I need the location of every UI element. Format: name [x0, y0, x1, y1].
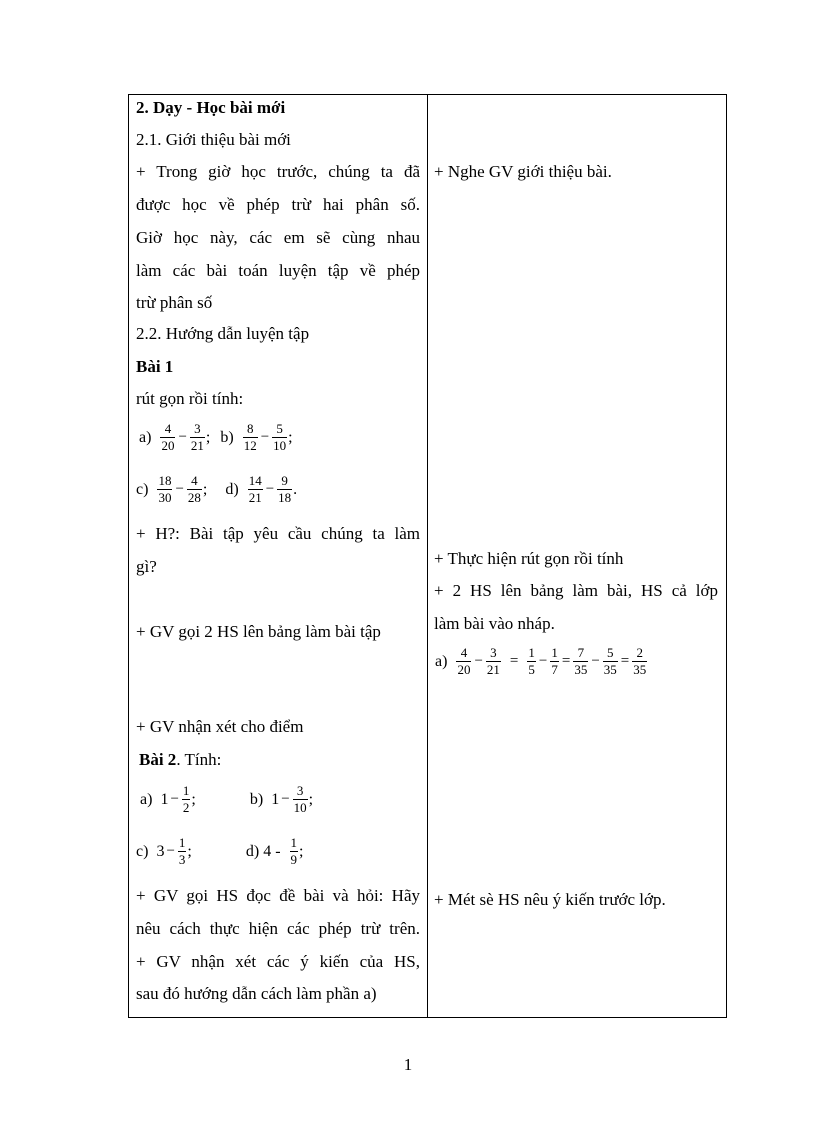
- intro-line: làm các bài toán luyện tập về phép: [136, 261, 420, 280]
- exercise-2-row-ab: a) 1 − $\frac{1}{2}$ ; b) 1 − $\frac{3}{10}$ ;: [140, 783, 314, 815]
- exercise-1-prompt: rút gọn rồi tính:: [136, 389, 244, 408]
- column-divider: [427, 95, 428, 1017]
- right-reduce-line: + Thực hiện rút gọn rồi tính: [434, 549, 624, 568]
- right-listen-line: + Nghe GV giới thiệu bài.: [434, 162, 612, 181]
- gv-read-line: + GV nhận xét các ý kiến của HS,: [136, 952, 420, 971]
- intro-line: được học về phép trừ hai phân số.: [136, 195, 420, 214]
- right-some-hs-line: + Mét sè HS nêu ý kiến trước lớp.: [434, 890, 666, 909]
- exercise-2-title: Bài 2. Tính:: [139, 750, 222, 769]
- intro-line: + Trong giờ học trước, chúng ta đã: [136, 162, 420, 181]
- gv-call-line: + GV gọi 2 HS lên bảng làm bài tập: [136, 622, 381, 641]
- gv-read-line: nêu cách thực hiện các phép trừ trên.: [136, 919, 420, 938]
- gv-read-line: sau đó hướng dẫn cách làm phần a): [136, 984, 377, 1003]
- right-two-hs-line: làm bài vào nháp.: [434, 614, 555, 633]
- question-line: gì?: [136, 557, 157, 576]
- intro-line: Giờ học này, các em sẽ cùng nhau: [136, 228, 420, 247]
- right-two-hs-line: + 2 HS lên bảng làm bài, HS cả lớp: [434, 581, 718, 600]
- exercise-1-row-cd: c) $\frac{18}{30}$ − $\frac{4}{28}$ ; d) $\frac{14}{21}$ − $\frac{9}{18}$ .: [136, 473, 298, 505]
- exercise-1-title: Bài 1: [136, 357, 174, 376]
- lesson-table: [128, 94, 727, 1018]
- intro-line: trừ phân số: [136, 293, 213, 312]
- section-2-1: 2.1. Giới thiệu bài mới: [136, 130, 291, 149]
- section-2-2: 2.2. Hướng dẫn luyện tập: [136, 324, 310, 343]
- exercise-2-row-cd: c) 3 − $\frac{1}{3}$ ; d) 4 - $\frac{1}{9}$ ;: [136, 835, 304, 867]
- right-solution: a) $\frac{4}{20}$ − $\frac{3}{21}$ = $\frac{1}{5}$ − $\frac{1}{7}$ = $\frac{7}{35}$ − $\frac{5}{35}$ = $\frac{2}{35}$: [435, 645, 647, 677]
- exercise-1-row-ab: a) $\frac{4}{20}$ − $\frac{3}{21}$ ; b) $\frac{8}{12}$ − $\frac{5}{10}$ ;: [139, 421, 293, 453]
- gv-grade-line: + GV nhận xét cho điểm: [136, 717, 304, 736]
- gv-read-line: + GV gọi HS đọc đề bài và hỏi: Hãy: [136, 886, 420, 905]
- page-number: 1: [403, 1055, 413, 1074]
- question-line: + H?: Bài tập yêu cầu chúng ta làm: [136, 524, 420, 543]
- section-heading: 2. Dạy - Học bài mới: [136, 98, 286, 117]
